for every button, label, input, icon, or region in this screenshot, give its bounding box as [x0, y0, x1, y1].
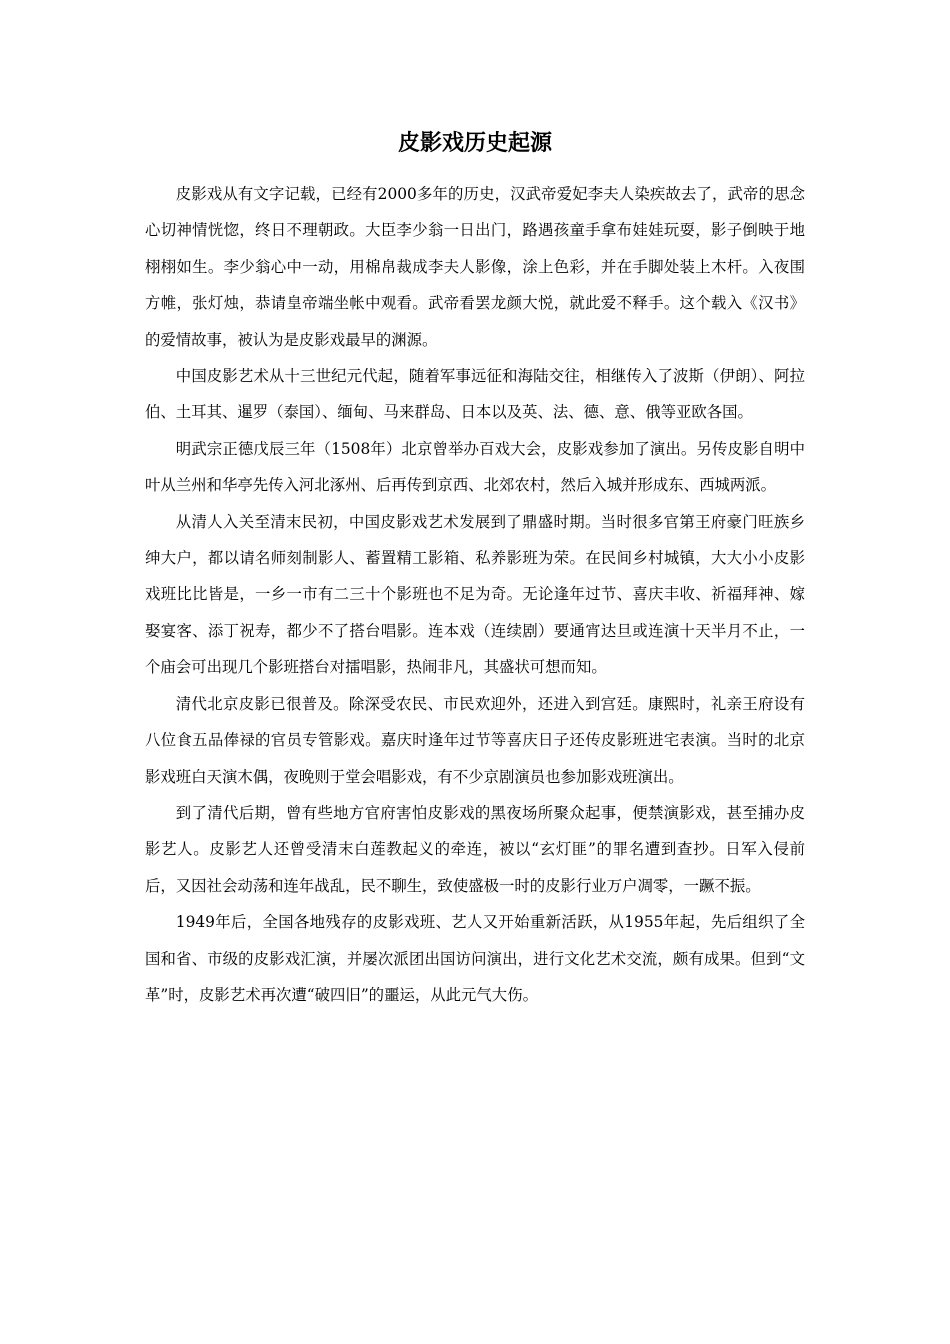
paragraph-late-qing-decline: 到了清代后期，曾有些地方官府害怕皮影戏的黑夜场所聚众起事，便禁演影戏，甚至捕办皮影艺人。皮影艺人还曾受清末白莲教起义的牵连，被以“玄灯匪”的罪名遭到查抄。日军入侵前后，又因社会动荡和连年战乱，民不聊生，致使盛极一时的皮影行业万户凋零，一蹶不振。	[145, 803, 805, 895]
paragraph-qing-beijing: 清代北京皮影已很普及。除深受农民、市民欢迎外，还进入到宫廷。康熙时，礼亲王府设有八位食五品俸禄的官员专管影戏。嘉庆时逢年过节等喜庆日子还传皮影班进宅表演。当时的北京影戏班白天演木偶，夜晚则于堂会唱影戏，有不少京剧演员也参加影戏班演出。	[145, 694, 805, 786]
paragraph-origin: 皮影戏从有文字记载，已经有2000多年的历史，汉武帝爱妃李夫人染疾故去了，武帝的思念心切神情恍惚，终日不理朝政。大臣李少翁一日出门，路遇孩童手拿布娃娃玩耍，影子倒映于地栩栩如生。李少翁心中一动，用棉帛裁成李夫人影像，涂上色彩，并在手脚处装上木杆。入夜围方帷，张灯烛，恭请皇帝端坐帐中观看。武帝看罢龙颜大悦，就此爱不释手。这个载入《汉书》的爱情故事，被认为是皮影戏最早的渊源。	[145, 185, 805, 349]
paragraph-spread-abroad: 中国皮影艺术从十三世纪元代起，随着军事远征和海陆交往，相继传入了波斯（伊朗）、阿拉伯、土耳其、暹罗（泰国）、缅甸、马来群岛、日本以及英、法、德、意、俄等亚欧各国。	[145, 367, 805, 422]
paragraph-after-1949: 1949年后，全国各地残存的皮影戏班、艺人又开始重新活跃，从1955年起，先后组织了全国和省、市级的皮影戏汇演，并屡次派团出国访问演出，进行文化艺术交流，颇有成果。但到“文革”时，皮影艺术再次遭“破四旧”的噩运，从此元气大伤。	[145, 913, 805, 1004]
paragraph-ming-dynasty: 明武宗正德戊辰三年（1508年）北京曾举办百戏大会，皮影戏参加了演出。另传皮影自明中叶从兰州和华亭先传入河北涿州、后再传到京西、北郊农村，然后入城并形成东、西城两派。	[145, 439, 805, 495]
document-body	[145, 176, 805, 1013]
paragraph-qing-prosperity: 从清人入关至清末民初，中国皮影戏艺术发展到了鼎盛时期。当时很多官第王府豪门旺族乡绅大户，都以请名师刻制影人、蓄置精工影箱、私养影班为荣。在民间乡村城镇，大大小小皮影戏班比比皆是，一乡一市有二三十个影班也不足为奇。无论逢年过节、喜庆丰收、祈福拜神、嫁娶宴客、添丁祝寿，都少不了搭台唱影。连本戏（连续剧）要通宵达旦或连演十天半月不止，一个庙会可出现几个影班搭台对擂唱影，热闹非凡，其盛状可想而知。	[145, 512, 805, 677]
document-title: 皮影戏历史起源	[397, 130, 552, 156]
